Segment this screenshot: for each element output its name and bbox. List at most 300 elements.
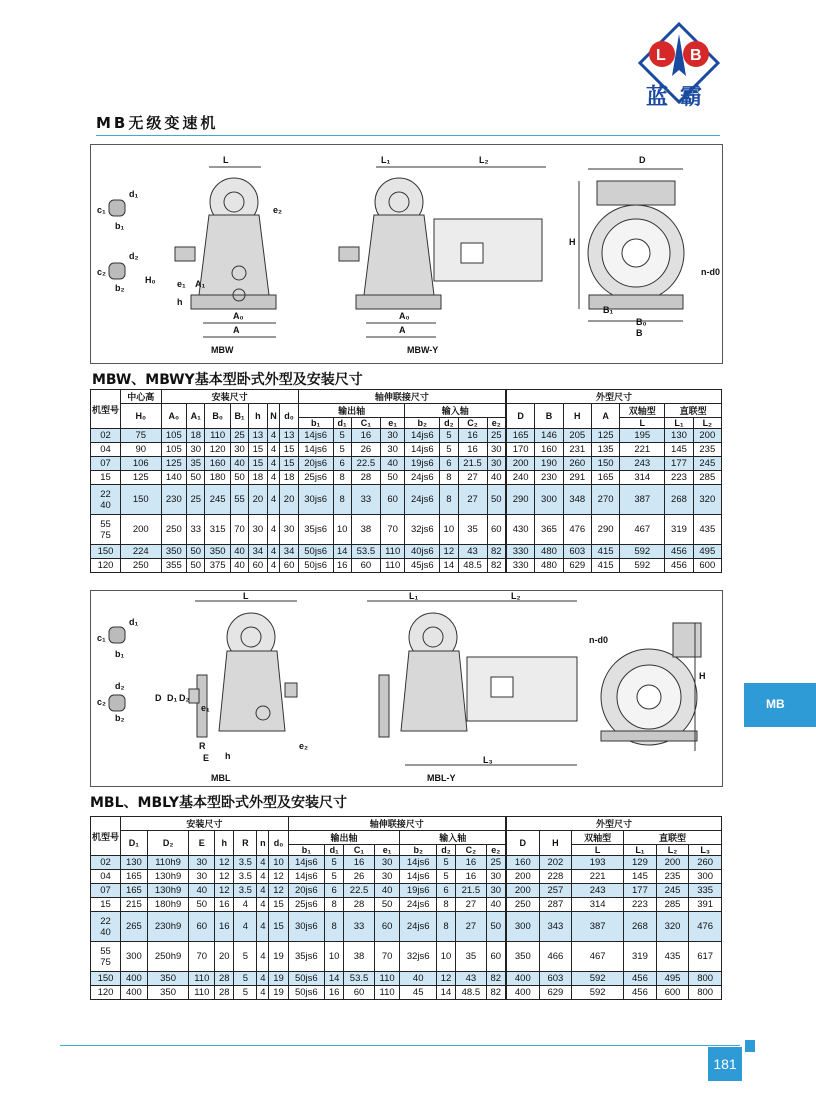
col-shaft-2: 轴伸联接尺寸 <box>288 817 505 831</box>
table-cell: 105 <box>161 429 186 443</box>
table-cell: 8 <box>325 912 344 942</box>
table-cell: 387 <box>620 485 665 515</box>
table-cell: 5 <box>325 870 344 884</box>
table-cell: 221 <box>572 870 624 884</box>
table-cell: 387 <box>572 912 624 942</box>
table-cell: 50 <box>187 559 205 573</box>
table-row <box>507 471 722 485</box>
col-e2: e₂ <box>487 418 505 429</box>
table-row <box>507 972 722 986</box>
table-cell: 314 <box>572 898 624 912</box>
col-out-shaft: 输出轴 <box>298 404 405 418</box>
col-c2: C₂ <box>458 418 487 429</box>
table-cell: 480 <box>535 545 563 559</box>
table-cell: 13 <box>249 429 267 443</box>
table-cell: 50js6 <box>288 986 324 1000</box>
table-cell: 35js6 <box>288 942 324 972</box>
table-cell: 592 <box>620 559 665 573</box>
table-cell: 480 <box>535 559 563 573</box>
table-cell: 16 <box>215 912 234 942</box>
table-cell: 14 <box>325 972 344 986</box>
table-cell: 60 <box>487 515 505 545</box>
col-l1: L₁ <box>665 418 693 429</box>
col2-double: 双轴型 <box>572 831 624 845</box>
table-cell: 50js6 <box>288 972 324 986</box>
table-cell: 6 <box>436 884 455 898</box>
mbl-technical-drawing <box>91 591 724 788</box>
table-cell: 40 <box>374 884 400 898</box>
table-cell: 40 <box>230 457 248 471</box>
dim-l3-mbl: L₃ <box>483 755 493 765</box>
col-direct: 直联型 <box>665 404 722 418</box>
dim-c1-mbl: c₁ <box>97 633 106 643</box>
col-in-shaft: 输入轴 <box>405 404 506 418</box>
table-cell: 456 <box>624 986 657 1000</box>
table-cell: 26 <box>351 443 380 457</box>
col2-r: R <box>234 831 257 856</box>
mbl-drawing <box>90 590 723 787</box>
table-cell: 16 <box>344 856 374 870</box>
caption-mbw-y: MBW-Y <box>407 345 439 355</box>
table-cell: 629 <box>539 986 572 1000</box>
col2-outline: 外型尺寸 <box>507 817 722 831</box>
table-cell: 319 <box>665 515 693 545</box>
table-cell: 40 <box>400 972 436 986</box>
table-cell: 30js6 <box>298 485 333 515</box>
table-cell: 14 <box>333 545 351 559</box>
table-cell: 48.5 <box>456 986 486 1000</box>
col-h: h <box>249 404 267 429</box>
table-cell: 110 <box>189 972 215 986</box>
table-cell: 330 <box>507 559 535 573</box>
table-cell: 30 <box>487 457 505 471</box>
table-cell: 10 <box>440 515 458 545</box>
table-cell: 60 <box>249 559 267 573</box>
table-cell: 6 <box>440 457 458 471</box>
table-cell: 14js6 <box>405 443 440 457</box>
table-cell: 12 <box>215 856 234 870</box>
dim-a: A <box>233 325 240 335</box>
table-cell: 391 <box>689 898 722 912</box>
table-cell: 18 <box>187 429 205 443</box>
table-cell: 25 <box>187 485 205 515</box>
dim-h: h <box>177 297 183 307</box>
col-outline: 外型尺寸 <box>507 390 722 404</box>
table-cell: 415 <box>591 545 619 559</box>
table-cell: 180h9 <box>147 898 189 912</box>
table-cell: 4 <box>267 485 280 515</box>
col2-in-shaft: 输入轴 <box>400 831 506 845</box>
table-cell: 4 <box>257 884 269 898</box>
mbl-outline-table <box>506 816 722 1000</box>
table-cell: 125 <box>121 471 162 485</box>
table-cell: 16 <box>458 443 487 457</box>
table-cell: 290 <box>507 485 535 515</box>
col-l2: L₂ <box>693 418 721 429</box>
col-h0: H₀ <box>121 404 162 429</box>
table-cell: 14 <box>436 986 455 1000</box>
col2-d0: d₀ <box>269 831 288 856</box>
table-cell: 60 <box>351 559 380 573</box>
dim-a-y: A <box>399 325 406 335</box>
table-cell: 04 <box>91 443 121 457</box>
table-cell: 60 <box>189 912 215 942</box>
table-cell: 120 <box>91 986 121 1000</box>
table-cell: 60 <box>374 912 400 942</box>
mbl-spec-table <box>90 816 506 1000</box>
table-cell: 50js6 <box>298 559 333 573</box>
table-cell: 228 <box>539 870 572 884</box>
dim-b1-side: B₁ <box>603 305 614 315</box>
table-cell: 4 <box>267 429 280 443</box>
table-cell: 231 <box>563 443 591 457</box>
dim-d2: d₂ <box>129 251 139 261</box>
col-b2: b₂ <box>405 418 440 429</box>
table-cell: 50 <box>189 898 215 912</box>
table-cell: 70 <box>230 515 248 545</box>
table-row <box>507 429 722 443</box>
table-cell: 60 <box>280 559 298 573</box>
table-cell: 260 <box>689 856 722 870</box>
table-cell: 120 <box>91 559 121 573</box>
col2-b1: b₁ <box>288 845 324 856</box>
dim-b0: B₀ <box>636 317 647 327</box>
table-row <box>507 443 722 457</box>
dim-b1-mbl: b₁ <box>115 649 125 659</box>
table-cell: 300 <box>121 942 148 972</box>
table-cell: 28 <box>351 471 380 485</box>
dim-l2-mbl: L₂ <box>511 591 521 601</box>
table2-title: MBL、MBLY基本型卧式外型及安装尺寸 <box>90 795 348 811</box>
dim-d1: d₁ <box>129 189 139 199</box>
table-cell: 33 <box>351 485 380 515</box>
table-cell: 245 <box>693 457 721 471</box>
table-cell: 800 <box>689 972 722 986</box>
table-cell: 4 <box>267 545 280 559</box>
table-cell: 24js6 <box>400 898 436 912</box>
table-cell: 600 <box>693 559 721 573</box>
table-cell: 268 <box>624 912 657 942</box>
dim-l-mbl: L <box>243 591 249 601</box>
table-row <box>507 870 722 884</box>
table-cell: 4 <box>257 912 269 942</box>
table-cell: 40 <box>380 457 405 471</box>
table-cell: 16 <box>456 870 486 884</box>
col2-out-shaft: 输出轴 <box>288 831 400 845</box>
table-cell: 12 <box>269 870 288 884</box>
table-cell: 4 <box>267 443 280 457</box>
dim-a0-y: A₀ <box>399 311 410 321</box>
table-cell: 4 <box>234 898 257 912</box>
table-cell: 4 <box>234 912 257 942</box>
dim-b: B <box>636 328 643 338</box>
table-row <box>91 545 506 559</box>
table-cell: 467 <box>572 942 624 972</box>
table-cell: 110 <box>380 545 405 559</box>
table-cell: 40 <box>230 545 248 559</box>
table-cell: 34 <box>249 545 267 559</box>
table-cell: 110 <box>189 986 215 1000</box>
table-cell: 12 <box>440 545 458 559</box>
col2-b2: b₂ <box>400 845 436 856</box>
table-cell: 18 <box>280 471 298 485</box>
table-cell: 14js6 <box>400 856 436 870</box>
table-cell: 335 <box>689 884 722 898</box>
table-cell: 150 <box>91 972 121 986</box>
table-cell: 120 <box>205 443 230 457</box>
table-cell: 27 <box>456 898 486 912</box>
table-cell: 19 <box>269 942 288 972</box>
table-cell: 16 <box>351 429 380 443</box>
table-cell: 160 <box>535 443 563 457</box>
table-cell: 4 <box>257 898 269 912</box>
col-b: B <box>535 404 563 429</box>
table-cell: 30 <box>486 870 505 884</box>
table-cell: 355 <box>161 559 186 573</box>
title-divider <box>96 135 720 136</box>
table1-title: MBW、MBWY基本型卧式外型及安装尺寸 <box>92 372 363 388</box>
table-cell: 466 <box>539 942 572 972</box>
caption-mbl-y: MBL-Y <box>427 773 456 783</box>
table-cell: 04 <box>91 870 121 884</box>
table-cell: 53.5 <box>344 972 374 986</box>
table-cell: 221 <box>620 443 665 457</box>
table-cell: 12 <box>436 972 455 986</box>
col2-l: L <box>572 845 624 856</box>
table-cell: 125 <box>161 457 186 471</box>
table-cell: 02 <box>91 856 121 870</box>
table-cell: 5 <box>333 429 351 443</box>
table-cell: 177 <box>624 884 657 898</box>
table-cell: 150 <box>91 545 121 559</box>
table-cell: 82 <box>486 972 505 986</box>
table-cell: 4 <box>267 471 280 485</box>
table-cell: 5 <box>333 443 351 457</box>
table-cell: 19 <box>269 972 288 986</box>
page-title: MB无级变速机 <box>96 114 219 132</box>
table-cell: 4 <box>267 559 280 573</box>
logo-letter-l: L <box>656 47 666 64</box>
table-cell: 165 <box>121 884 148 898</box>
table-cell: 60 <box>380 485 405 515</box>
table-cell: 146 <box>535 429 563 443</box>
dim-d1-mbl: d₁ <box>129 617 139 627</box>
table-cell: 30 <box>187 443 205 457</box>
table-row <box>91 942 506 972</box>
table-cell: 50 <box>187 471 205 485</box>
table-cell: 110 <box>380 559 405 573</box>
table-cell: 223 <box>624 898 657 912</box>
col-l: L <box>620 418 665 429</box>
table-row <box>91 443 506 457</box>
table-cell: 350 <box>205 545 230 559</box>
col-double: 双轴型 <box>620 404 665 418</box>
col2-e: E <box>189 831 215 856</box>
table-cell: 230h9 <box>147 912 189 942</box>
table-cell: 33 <box>187 515 205 545</box>
col2-c2: C₂ <box>456 845 486 856</box>
table-row <box>507 457 722 471</box>
table-cell: 200 <box>507 884 540 898</box>
dim-h-mbl: h <box>225 751 231 761</box>
table-cell: 456 <box>665 545 693 559</box>
table-cell: 16 <box>456 856 486 870</box>
table-cell: 235 <box>656 870 689 884</box>
dim-d: D <box>639 155 646 165</box>
table-cell: 343 <box>539 912 572 942</box>
table-cell: 230 <box>161 485 186 515</box>
table-cell: 12 <box>215 884 234 898</box>
table-cell: 24js6 <box>400 912 436 942</box>
table-row <box>91 471 506 485</box>
table-cell: 28 <box>344 898 374 912</box>
table-cell: 200 <box>507 457 535 471</box>
table-cell: 177 <box>665 457 693 471</box>
col2-l1: L₁ <box>624 845 657 856</box>
table-cell: 82 <box>487 545 505 559</box>
table-cell: 160 <box>205 457 230 471</box>
dim-e1-mbl: e₁ <box>201 703 210 713</box>
table-row <box>91 986 506 1000</box>
table-cell: 130 <box>121 856 148 870</box>
dim-c1: c₁ <box>97 205 106 215</box>
table-cell: 16 <box>333 559 351 573</box>
table-cell: 110h9 <box>147 856 189 870</box>
table-cell: 16 <box>458 429 487 443</box>
brand-name: 蓝霸 <box>645 84 714 110</box>
table-cell: 224 <box>121 545 162 559</box>
table-cell: 27 <box>458 471 487 485</box>
table-cell: 6 <box>325 884 344 898</box>
table-cell: 129 <box>624 856 657 870</box>
dim-c2: c₂ <box>97 267 107 277</box>
table-cell: 30 <box>374 856 400 870</box>
table-cell: 3.5 <box>234 884 257 898</box>
dim-d1b-mbl: D₁ <box>167 693 178 703</box>
table-cell: 18 <box>249 471 267 485</box>
table-cell: 10 <box>325 942 344 972</box>
table-cell: 22 40 <box>91 485 121 515</box>
caption-mbw: MBW <box>211 345 234 355</box>
table-cell: 270 <box>591 485 619 515</box>
table-cell: 40 <box>230 559 248 573</box>
table-cell: 30 <box>487 443 505 457</box>
table-cell: 13 <box>280 429 298 443</box>
table-cell: 35 <box>458 515 487 545</box>
table-cell: 243 <box>620 457 665 471</box>
table-cell: 165 <box>591 471 619 485</box>
table-cell: 415 <box>591 559 619 573</box>
table-row <box>507 986 722 1000</box>
col2-direct: 直联型 <box>624 831 722 845</box>
dim-l: L <box>223 155 229 165</box>
table-cell: 285 <box>693 471 721 485</box>
table-cell: 165 <box>121 870 148 884</box>
table-cell: 150 <box>591 457 619 471</box>
col2-l3: L₃ <box>689 845 722 856</box>
table-cell: 4 <box>257 870 269 884</box>
table-cell: 603 <box>563 545 591 559</box>
table-cell: 4 <box>257 942 269 972</box>
table-cell: 12 <box>269 884 288 898</box>
table-cell: 4 <box>257 856 269 870</box>
table-cell: 145 <box>665 443 693 457</box>
table-cell: 26 <box>344 870 374 884</box>
table-cell: 603 <box>539 972 572 986</box>
table-cell: 350 <box>147 986 189 1000</box>
col2-e2: e₂ <box>486 845 505 856</box>
dim-l1: L₁ <box>381 155 391 165</box>
mbw-spec-table <box>90 389 506 573</box>
col-install: 安装尺寸 <box>161 390 298 404</box>
table-cell: 40 <box>486 898 505 912</box>
table-cell: 8 <box>333 485 351 515</box>
table-cell: 82 <box>487 559 505 573</box>
table-cell: 19 <box>269 986 288 1000</box>
dim-a0: A₀ <box>233 311 244 321</box>
dim-e2: e₂ <box>273 205 283 215</box>
page-marker <box>745 1040 755 1052</box>
table-cell: 5 <box>234 942 257 972</box>
mbw-outline-table <box>506 389 722 573</box>
section-tab: MB <box>744 683 816 727</box>
table-cell: 55 75 <box>91 515 121 545</box>
table-cell: 15 <box>91 471 121 485</box>
table-cell: 8 <box>333 471 351 485</box>
col-a: A <box>591 404 619 429</box>
dim-nd0: n-d0 <box>701 267 720 277</box>
table-cell: 290 <box>591 515 619 545</box>
table-cell: 15 <box>269 912 288 942</box>
table-cell: 130h9 <box>147 870 189 884</box>
table-cell: 230 <box>535 471 563 485</box>
table-cell: 110 <box>374 972 400 986</box>
table-cell: 330 <box>507 545 535 559</box>
table-cell: 8 <box>325 898 344 912</box>
table-cell: 24js6 <box>405 471 440 485</box>
table-cell: 28 <box>215 986 234 1000</box>
table-cell: 250h9 <box>147 942 189 972</box>
table-cell: 30 <box>486 884 505 898</box>
table-cell: 350 <box>161 545 186 559</box>
table-row <box>91 870 506 884</box>
dim-b1: b₁ <box>115 221 125 231</box>
table-row <box>91 457 506 471</box>
dim-e2-mbl: e₂ <box>299 741 309 751</box>
table-cell: 319 <box>624 942 657 972</box>
table-cell: 38 <box>344 942 374 972</box>
table-cell: 55 <box>230 485 248 515</box>
table-cell: 45js6 <box>405 559 440 573</box>
table-cell: 10 <box>333 515 351 545</box>
table-cell: 350 <box>507 942 540 972</box>
table-cell: 07 <box>91 884 121 898</box>
table-cell: 50 <box>187 545 205 559</box>
table-cell: 240 <box>507 471 535 485</box>
dim-b2: b₂ <box>115 283 125 293</box>
table-cell: 25 <box>230 429 248 443</box>
col2-sd1: d₁ <box>325 845 344 856</box>
table-cell: 200 <box>656 856 689 870</box>
table-cell: 14js6 <box>405 429 440 443</box>
table-cell: 15 <box>269 898 288 912</box>
table-cell: 50 <box>487 485 505 515</box>
table-cell: 35 <box>187 457 205 471</box>
table-cell: 202 <box>539 856 572 870</box>
table-cell: 6 <box>333 457 351 471</box>
dim-h-side-mbl: H <box>699 671 706 681</box>
table-cell: 14js6 <box>288 856 324 870</box>
